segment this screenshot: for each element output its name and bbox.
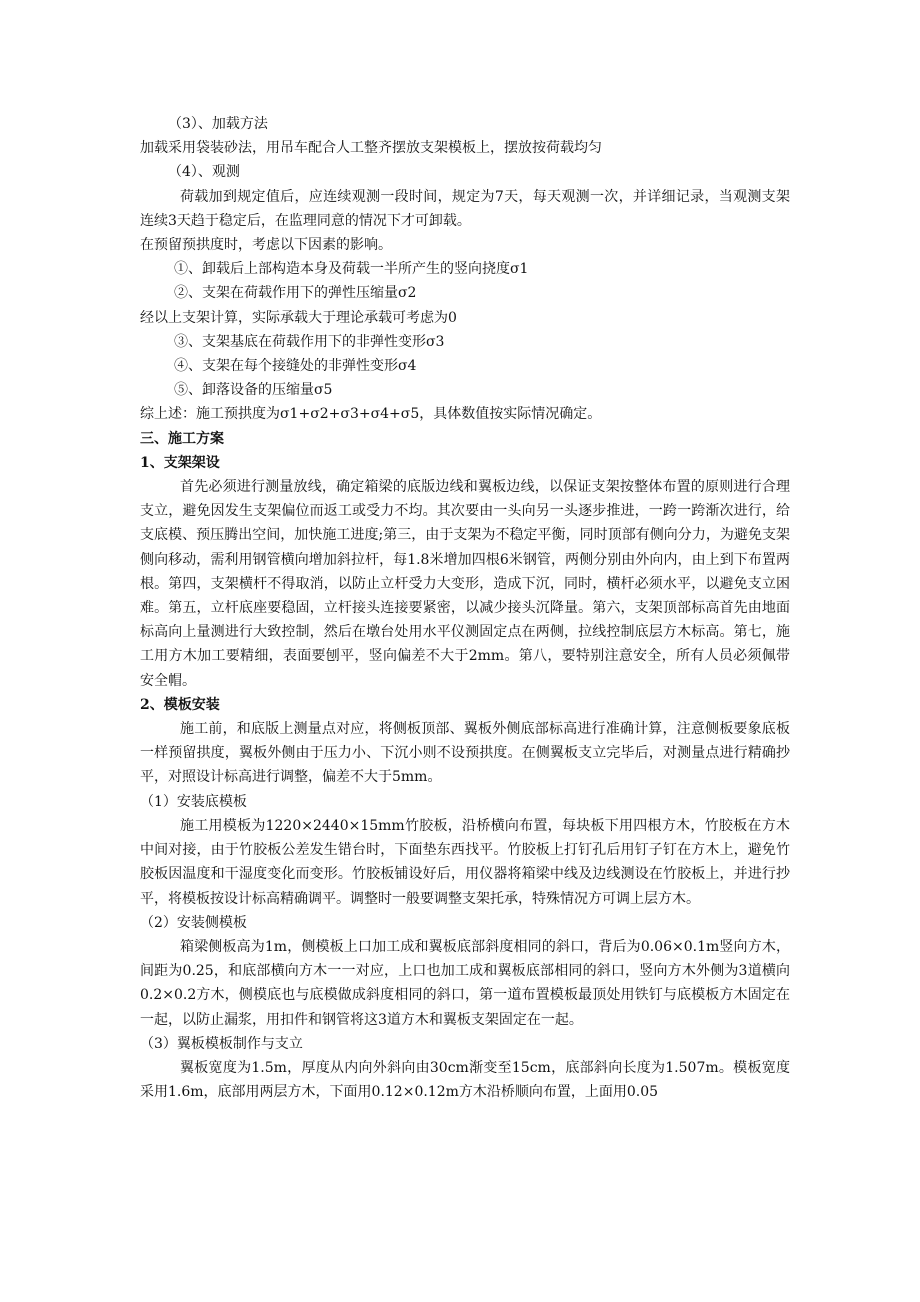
paragraph-loading-method: 加载采用袋装砂法，用吊车配合人工整齐摆放支架模板上，摆放按荷载均匀: [140, 140, 602, 157]
subsection-heading-observation: （4）、观测: [168, 164, 240, 181]
list-item-factor-5: ⑤、卸落设备的压缩量σ5: [174, 382, 333, 399]
subheading-side-formwork: （2）安装侧模板: [140, 914, 247, 931]
list-item-factor-4: ④、支架在每个接缝处的非弹性变形σ4: [174, 358, 417, 375]
heading-formwork-installation: 2、模板安装: [140, 696, 220, 713]
paragraph-observation: 荷载加到规定值后，应连续观测一段时间，规定为7天，每天观测一次，并详细记录，当观测支架连续3天趋于稳定后，在监理同意的情况下才可卸载。: [140, 188, 790, 229]
subheading-bottom-formwork: （1）安装底模板: [140, 793, 247, 810]
paragraph-bottom-formwork: 施工用模板为1220×2440×15mm竹胶板，沿桥横向布置，每块板下用四根方木，竹胶板在方木中间对接，由于竹胶板公差发生错台时，下面垫东西找平。竹胶板上打钉孔后用钉子钉在方木上，避免竹胶板因温度和干湿度变化而变形。竹胶板铺设好后，用仪器将箱梁中线及边线测设在竹胶板上，并进行抄平，将模板按设计标高精确调平。调整时一般要调整支架托承，特殊情况方可调上层方木。: [140, 817, 790, 907]
subheading-wing-formwork: （3）翼板模板制作与支立: [140, 1035, 303, 1052]
document-page: [140, 112, 790, 1104]
list-item-factor-3: ③、支架基底在荷载作用下的非弹性变形σ3: [174, 333, 445, 350]
subsection-heading-loading-method: （3）、加载方法: [168, 116, 268, 132]
paragraph-wing-formwork: 翼板宽度为1.5m，厚度从内向外斜向由30cm渐变至15cm，底部斜向长度为1.507m。模板宽度采用1.6m，底部用两层方木，下面用0.12×0.12m方木沿桥顺向布置，上面用0.05: [140, 1059, 790, 1101]
paragraph-formwork-installation: 施工前，和底版上测量点对应，将侧板顶部、翼板外侧底部标高进行准确计算，注意侧板要象底板一样预留拱度，翼板外侧由于压力小、下沉小则不设预拱度。在侧翼板支立完毕后，对测量点进行精确抄平，对照设计标高进行调整，偏差不大于5mm。: [140, 721, 790, 786]
paragraph-camber-intro: 在预留预拱度时，考虑以下因素的影响。: [140, 237, 392, 254]
paragraph-factor-note: 经以上支架计算，实际承载大于理论承载可考虑为0: [140, 309, 457, 326]
paragraph-summary: 综上述：施工预拱度为σ1+σ2+σ3+σ4+σ5，具体数值按实际情况确定。: [140, 406, 602, 423]
heading-scaffold-erection: 1、支架架设: [140, 454, 220, 471]
section-title-construction-plan: 三、施工方案: [140, 430, 224, 447]
list-item-factor-1: ①、卸载后上部构造本身及荷载一半所产生的竖向挠度σ1: [174, 261, 529, 278]
list-item-factor-2: ②、支架在荷载作用下的弹性压缩量σ2: [174, 285, 417, 302]
paragraph-scaffold-erection: 首先必须进行测量放线，确定箱梁的底版边线和翼板边线，以保证支架按整体布置的原则进行合理支立，避免因发生支架偏位而返工或受力不均。其次要由一头向另一头逐步推进，一跨一跨渐次进行，给支底模、预压腾出空间，加快施工进度;第三，由于支架为不稳定平衡，同时顶部有侧向分力，为避免支架侧向移动，需利用钢管横向增加斜拉杆，每1.8米增加四根6米钢管，两侧分别由外向内，由上到下布置两根。第四，支架横杆不得取消，以防止立杆受力大变形，造成下沉，同时，横杆必须水平，以避免支立困难。第五，立杆底座要稳固，立杆接头连接要紧密，以减少接头沉降量。第六，支架顶部标高首先由地面标高向上量测进行大致控制，然后在墩台处用水平仪测固定点在两侧，拉线控制底层方木标高。第七，施工用方木加工要精细，表面要刨平，竖向偏差不大于2mm。第八，要特别注意安全，所有人员必须佩带安全帽。: [140, 479, 790, 689]
paragraph-side-formwork: 箱梁侧板高为1m，侧模板上口加工成和翼板底部斜度相同的斜口，背后为0.06×0.1m竖向方木，间距为0.25，和底部横向方木一一对应，上口也加工成和翼板底部相同的斜口，竖向方木外侧为3道横向0.2×0.2方木，侧模底也与底模做成斜度相同的斜口，第一道布置模板最顶处用铁钉与底模板方木固定在一起，以防止漏浆，用扣件和钢管将这3道方木和翼板支架固定在一起。: [140, 938, 790, 1028]
